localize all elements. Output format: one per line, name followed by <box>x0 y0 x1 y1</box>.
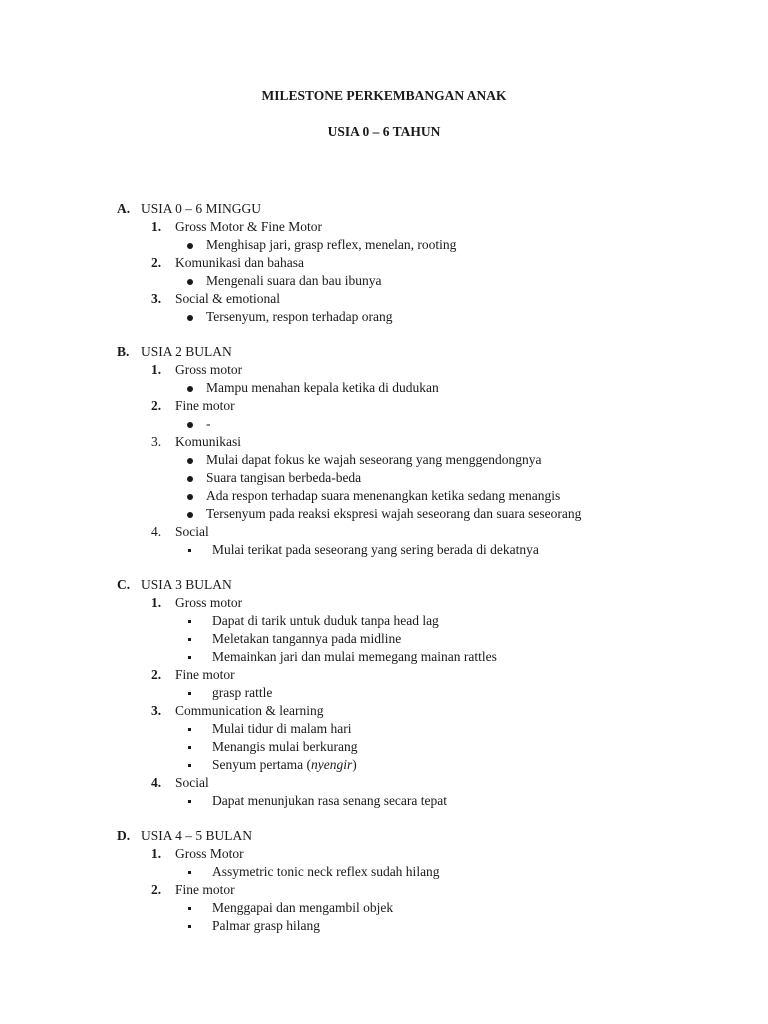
subsection-heading <box>117 254 757 272</box>
subsection-heading <box>117 845 757 863</box>
list-item <box>117 272 757 290</box>
bullet-dot-icon <box>186 451 206 469</box>
list-item <box>117 451 757 469</box>
list-item <box>117 738 757 756</box>
section <box>117 200 757 326</box>
section-letter: D. <box>117 828 131 843</box>
list-item <box>117 917 757 935</box>
subsection-label: Fine motor <box>175 882 235 897</box>
subsection-number: 2. <box>151 255 162 270</box>
list-item-text: Mulai terikat pada seseorang yang sering berada di dekatnya <box>212 542 539 557</box>
subsection-label: Komunikasi <box>175 434 241 449</box>
list-item <box>117 648 757 666</box>
list-item-text: Tersenyum pada reaksi ekspresi wajah seseorang dan suara seseorang <box>206 506 582 521</box>
list-item-text: Assymetric tonic neck reflex sudah hilang <box>212 864 440 879</box>
subsection-heading <box>117 433 757 451</box>
section-heading-text: USIA 4 – 5 BULAN <box>141 828 253 843</box>
bullet-square-icon <box>186 541 212 559</box>
bullet-dot-icon <box>186 469 206 487</box>
bullet-square-icon <box>186 648 212 666</box>
section <box>117 343 757 559</box>
bullet-dot-icon <box>186 236 206 254</box>
bullet-square-icon <box>186 917 212 935</box>
bullet-square-icon <box>186 792 212 810</box>
subsection-heading <box>117 774 757 792</box>
list-item-text: Palmar grasp hilang <box>212 918 320 933</box>
document-subtitle: USIA 0 – 6 TAHUN <box>327 124 441 139</box>
subsection-label: Fine motor <box>175 667 235 682</box>
list-item-text: Mengenali suara dan bau ibunya <box>206 273 382 288</box>
subsection-label: Social & emotional <box>175 291 280 306</box>
list-item-text: - <box>206 416 211 431</box>
subsection-heading <box>117 702 757 720</box>
list-item <box>117 415 757 433</box>
list-item-text: Senyum pertama (nyengir) <box>212 757 357 772</box>
list-item <box>117 612 757 630</box>
list-item-text: Mampu menahan kepala ketika di dudukan <box>206 380 439 395</box>
subsection-heading <box>117 361 757 379</box>
subsection-number: 1. <box>151 595 162 610</box>
list-item <box>117 505 757 523</box>
section-heading <box>117 343 757 361</box>
subsection-number: 4. <box>151 524 162 539</box>
bullet-dot-icon <box>186 272 206 290</box>
bullet-square-icon <box>186 684 212 702</box>
list-item-text: Menggapai dan mengambil objek <box>212 900 394 915</box>
list-item-text: Dapat di tarik untuk duduk tanpa head lag <box>212 613 439 628</box>
bullet-dot-icon <box>186 308 206 326</box>
document-title: MILESTONE PERKEMBANGAN ANAK <box>261 88 507 103</box>
subsection-label: Fine motor <box>175 398 235 413</box>
bullet-dot-icon <box>186 487 206 505</box>
section-heading <box>117 827 757 845</box>
section-heading-text: USIA 2 BULAN <box>141 344 232 359</box>
list-item <box>117 236 757 254</box>
subsection-heading <box>117 290 757 308</box>
section-heading <box>117 200 757 218</box>
bullet-dot-icon <box>186 505 206 523</box>
list-item <box>117 541 757 559</box>
subsection-number: 1. <box>151 219 162 234</box>
subsection-number: 3. <box>151 434 162 449</box>
section-letter: C. <box>117 577 131 592</box>
list-item <box>117 684 757 702</box>
list-item <box>117 863 757 881</box>
list-item-text: Ada respon terhadap suara menenangkan ketika sedang menangis <box>206 488 561 503</box>
bullet-square-icon <box>186 756 212 774</box>
subsection-number: 2. <box>151 882 162 897</box>
section-heading-text: USIA 3 BULAN <box>141 577 232 592</box>
list-item-text: Suara tangisan berbeda-beda <box>206 470 362 485</box>
subsection-number: 4. <box>151 775 162 790</box>
list-item-text: Meletakan tangannya pada midline <box>212 631 402 646</box>
section <box>117 576 757 810</box>
subsection-label: Gross Motor & Fine Motor <box>175 219 323 234</box>
list-item <box>117 792 757 810</box>
subsection-heading <box>117 594 757 612</box>
section-heading <box>117 576 757 594</box>
list-item <box>117 469 757 487</box>
section-letter: A. <box>117 201 131 216</box>
list-item <box>117 756 757 774</box>
subsection-number: 3. <box>151 291 162 306</box>
subsection-label: Gross motor <box>175 362 243 377</box>
subsection-label: Social <box>175 524 209 539</box>
bullet-square-icon <box>186 720 212 738</box>
subsection-heading <box>117 881 757 899</box>
subsection-heading <box>117 218 757 236</box>
list-item-text: Menangis mulai berkurang <box>212 739 358 754</box>
section <box>117 827 757 935</box>
subsection-label: Social <box>175 775 209 790</box>
bullet-square-icon <box>186 863 212 881</box>
bullet-dot-icon <box>186 415 206 433</box>
subsection-number: 3. <box>151 703 162 718</box>
bullet-square-icon <box>186 630 212 648</box>
document-content <box>117 200 757 952</box>
bullet-square-icon <box>186 738 212 756</box>
list-item-text: Mulai dapat fokus ke wajah seseorang yang menggendongnya <box>206 452 542 467</box>
subsection-heading <box>117 666 757 684</box>
subsection-number: 2. <box>151 398 162 413</box>
section-heading-text: USIA 0 – 6 MINGGU <box>141 201 262 216</box>
subsection-heading <box>117 397 757 415</box>
list-item <box>117 899 757 917</box>
list-item <box>117 379 757 397</box>
list-item <box>117 720 757 738</box>
subsection-label: Communication & learning <box>175 703 324 718</box>
subsection-number: 1. <box>151 846 162 861</box>
subsection-label: Gross motor <box>175 595 243 610</box>
list-item-text: Memainkan jari dan mulai memegang mainan rattles <box>212 649 497 664</box>
list-item-text: Mulai tidur di malam hari <box>212 721 352 736</box>
subsection-number: 2. <box>151 667 162 682</box>
list-item <box>117 630 757 648</box>
subsection-number: 1. <box>151 362 162 377</box>
subsection-label: Gross Motor <box>175 846 244 861</box>
list-item <box>117 487 757 505</box>
list-item-text: Tersenyum, respon terhadap orang <box>206 309 393 324</box>
list-item <box>117 308 757 326</box>
list-item-text: Dapat menunjukan rasa senang secara tepat <box>212 793 448 808</box>
list-item-text: Menghisap jari, grasp reflex, menelan, rooting <box>206 237 457 252</box>
subsection-label: Komunikasi dan bahasa <box>175 255 304 270</box>
section-letter: B. <box>117 344 130 359</box>
bullet-square-icon <box>186 899 212 917</box>
subsection-heading <box>117 523 757 541</box>
bullet-square-icon <box>186 612 212 630</box>
bullet-dot-icon <box>186 379 206 397</box>
list-item-text: grasp rattle <box>212 685 273 700</box>
